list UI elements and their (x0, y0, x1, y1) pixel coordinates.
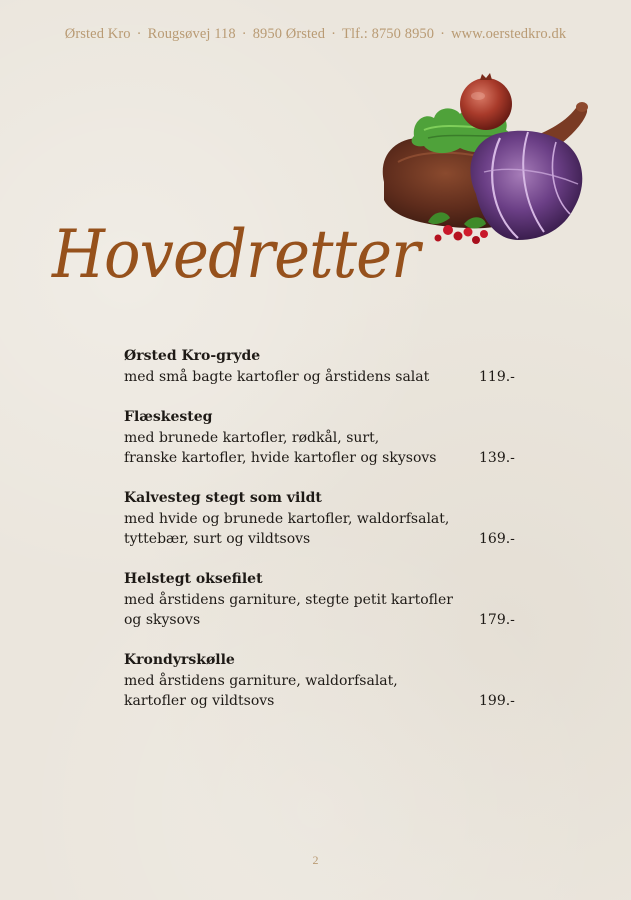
menu-item (124, 488, 524, 549)
page-header (0, 26, 631, 43)
dish-name: Ørsted Kro-gryde (124, 348, 261, 364)
dish-name: Flæskesteg (124, 409, 213, 425)
restaurant-phone: Tlf.: 8750 8950 (342, 26, 435, 42)
restaurant-website[interactable]: www.oerstedkro.dk (451, 26, 567, 42)
dish-description: tyttebær, surt og vildtsovs (124, 531, 311, 547)
menu-item (124, 569, 524, 630)
dish-description: med brunede kartofler, rødkål, surt, (124, 430, 380, 446)
header-separator: · (331, 26, 337, 42)
dish-price: 119.- (479, 369, 515, 385)
menu-item (124, 650, 524, 711)
dish-price: 179.- (479, 612, 515, 628)
dish-price: 199.- (479, 693, 515, 709)
dish-description: kartofler og vildtsovs (124, 693, 275, 709)
dish-description: franske kartofler, hvide kartofler og skysovs (124, 450, 437, 466)
dish-description: med årstidens garniture, waldorfsalat, (124, 673, 398, 689)
dish-description: med hvide og brunede kartofler, waldorfsalat, (124, 511, 450, 527)
dish-name: Kalvesteg stegt som vildt (124, 490, 322, 506)
dish-description: med årstidens garniture, stegte petit kartofler (124, 592, 453, 608)
section-title: Hovedretter (52, 216, 420, 293)
header-separator: · (136, 26, 142, 42)
dish-price: 139.- (479, 450, 515, 466)
menu-item (124, 407, 524, 468)
menu-item (124, 346, 524, 387)
restaurant-city: 8950 Ørsted (252, 26, 326, 42)
dish-price: 169.- (479, 531, 515, 547)
header-separator: · (440, 26, 446, 42)
dish-name: Helstegt oksefilet (124, 571, 263, 587)
restaurant-name: Ørsted Kro (64, 26, 131, 42)
dish-description: og skysovs (124, 612, 201, 628)
dish-name: Krondyrskølle (124, 652, 235, 668)
restaurant-address: Rougsøvej 118 (147, 26, 236, 42)
dish-description: med små bagte kartofler og årstidens salat (124, 369, 430, 385)
menu-list (124, 346, 524, 731)
page-number: 2 (312, 853, 319, 867)
header-separator: · (241, 26, 247, 42)
